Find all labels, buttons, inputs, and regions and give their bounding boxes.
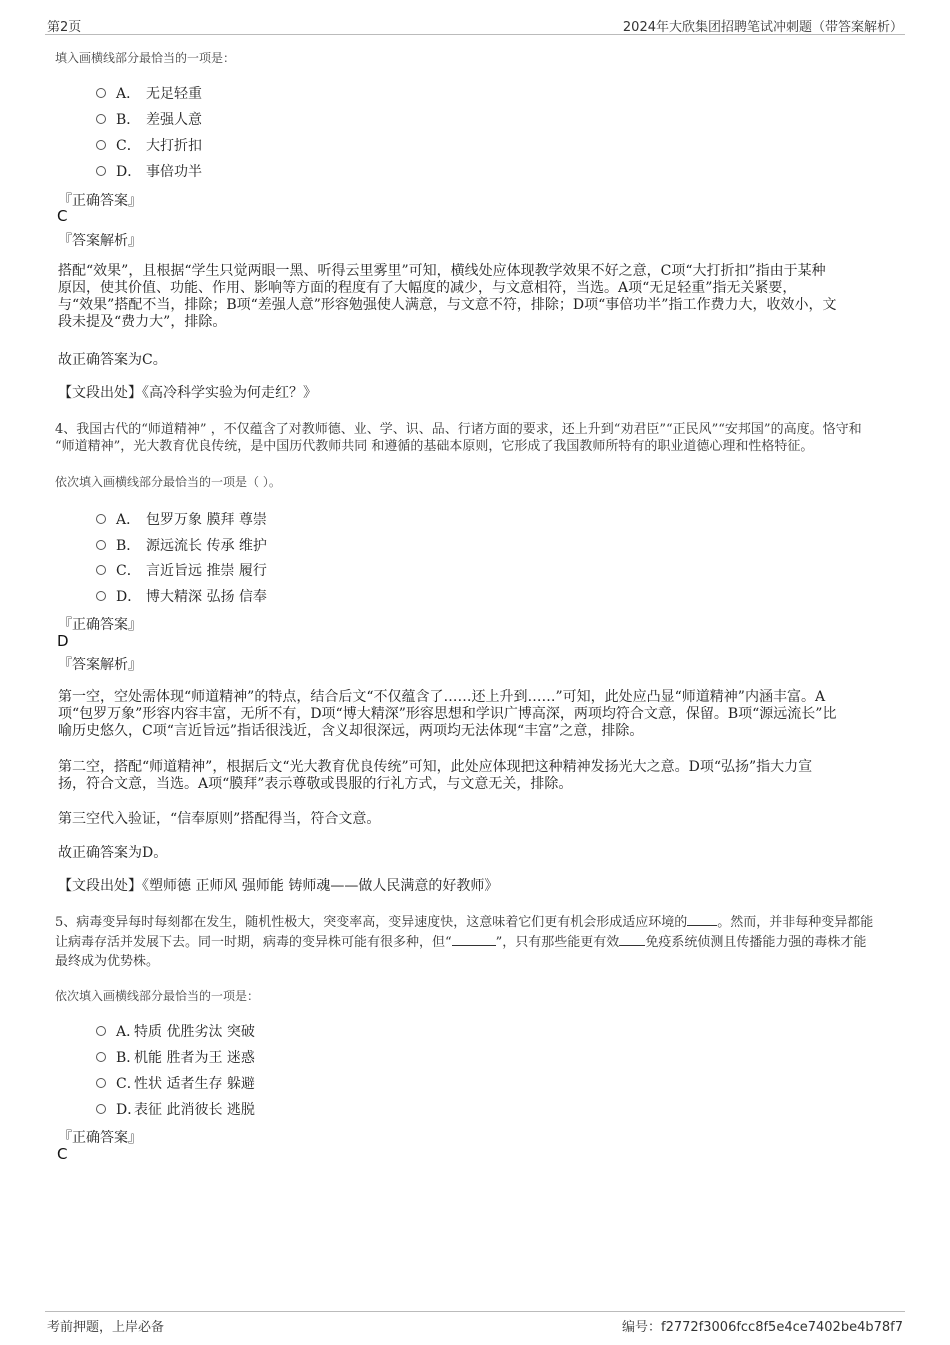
radio-icon[interactable] — [96, 1104, 106, 1114]
radio-icon[interactable] — [96, 166, 106, 176]
q4-source: 【文段出处】《塑师德 正师风 强师能 铸师魂——做人民满意的好教师》 — [58, 878, 499, 894]
footer-slogan: 考前押题，上岸必备 — [47, 1320, 165, 1335]
q3-prompt: 填入画横线部分最恰当的一项是： — [55, 51, 236, 65]
q4-analysis-label: 『答案解析』 — [58, 657, 142, 673]
q4-stem: 4、我国古代的“师道精神” ，不仅蕴含了对教师德、业、学、识、品、行诸方面的要求，还上升到“劝君臣”“正民风”“安邦国”的高度。恪守和 “师道精神”，光大教育优良传统，是中国历代教师共同 和遵循的基础本原则，它形成了我国教师所特有的职业道德心理和性格特征。 — [55, 422, 862, 454]
q3-analysis-label: 『答案解析』 — [58, 233, 142, 249]
radio-icon[interactable] — [96, 1078, 106, 1088]
q4-answer-label: 『正确答案』 — [58, 617, 142, 633]
q4-answer: D — [57, 632, 69, 650]
q5-answer-label: 『正确答案』 — [58, 1130, 142, 1146]
q3-analysis: 搭配“效果”，且根据“学生只觉两眼一黑、听得云里雾里”可知，横线处应体现教学效果不好之意，C项“大打折扣”指由于某种 原因，使其价值、功能、作用、影响等方面的程度有了大幅度的减少，与文意相符，当选。A项“无足轻重”指无关紧要， 与“效果”搭配不当，排除；B项“差强人意”形容勉强使人满意，与文意不符，排除；D项“事倍功半”指工作费力大，收效小，文 段未提及“费力大”，排除。 — [58, 263, 837, 330]
q4-conclusion: 故正确答案为D。 — [58, 845, 168, 861]
document-title: 2024年大欣集团招聘笔试冲刺题（带答案解析） — [622, 20, 903, 35]
radio-icon[interactable] — [96, 140, 106, 150]
q5-stem: 5、病毒变异每时每刻都在发生，随机性极大，突变率高，变异速度快，这意味着它们更有机会形成适应环境的 。然而，并非每种变异都能 让病毒存活并发展下去。同一时期，病毒的变异株可能有很多种，但“ ”，只有那些能更有效 免疫系统侦测且传播能力强的毒株才能 最终成为优势株。 — [55, 912, 915, 971]
q4-prompt: 依次填入画横线部分最恰当的一项是（ ）。 — [55, 475, 281, 489]
q4-analysis-blank1: 第一空，空处需体现“师道精神”的特点，结合后文“不仅蕴含了……还上升到……”可知，此处应凸显“师道精神”内涵丰富。A 项“包罗万象”形容内容丰富，无所不有，D项“博大精深”形容思想和学识广博高深，两项均符合文意，保留。B项“源远流长”比 喻历史悠久，C项“言近旨远”指话很浅近，含义却很深远，两项均无法体现“丰富”之意，排除。 — [58, 689, 837, 739]
radio-icon[interactable] — [96, 114, 106, 124]
q4-analysis-blank2: 第二空，搭配“师道精神”，根据后文“光大教育优良传统”可知，此处应体现把这种精神发扬光大之意。D项“弘扬”指大力宣 扬，符合文意，当选。A项“膜拜”表示尊敬或畏服的行礼方式，与文意无关，排除。 — [58, 759, 813, 792]
radio-icon[interactable] — [96, 540, 106, 550]
radio-icon[interactable] — [96, 514, 106, 524]
page-footer — [45, 1311, 905, 1338]
radio-icon[interactable] — [96, 565, 106, 575]
radio-icon[interactable] — [96, 88, 106, 98]
q3-source: 【文段出处】《高冷科学实验为何走红？》 — [58, 385, 317, 401]
q4-analysis-blank3: 第三空代入验证，“信奉原则”搭配得当，符合文意。 — [58, 811, 381, 827]
blank-line — [619, 932, 645, 946]
document-serial: 编号：f2772f3006fcc8f5e4ce7402be4b78f7 — [622, 1320, 903, 1335]
page-header — [45, 14, 905, 35]
blank-line — [687, 912, 717, 926]
q3-answer-label: 『正确答案』 — [58, 193, 142, 209]
radio-icon[interactable] — [96, 591, 106, 601]
radio-icon[interactable] — [96, 1026, 106, 1036]
blank-line — [452, 932, 496, 946]
radio-icon[interactable] — [96, 1052, 106, 1062]
q3-answer: C — [57, 207, 68, 225]
q5-prompt: 依次填入画横线部分最恰当的一项是： — [55, 989, 260, 1003]
page-number: 第2页 — [47, 20, 82, 35]
q3-conclusion: 故正确答案为C。 — [58, 352, 167, 368]
q5-answer: C — [57, 1145, 68, 1163]
